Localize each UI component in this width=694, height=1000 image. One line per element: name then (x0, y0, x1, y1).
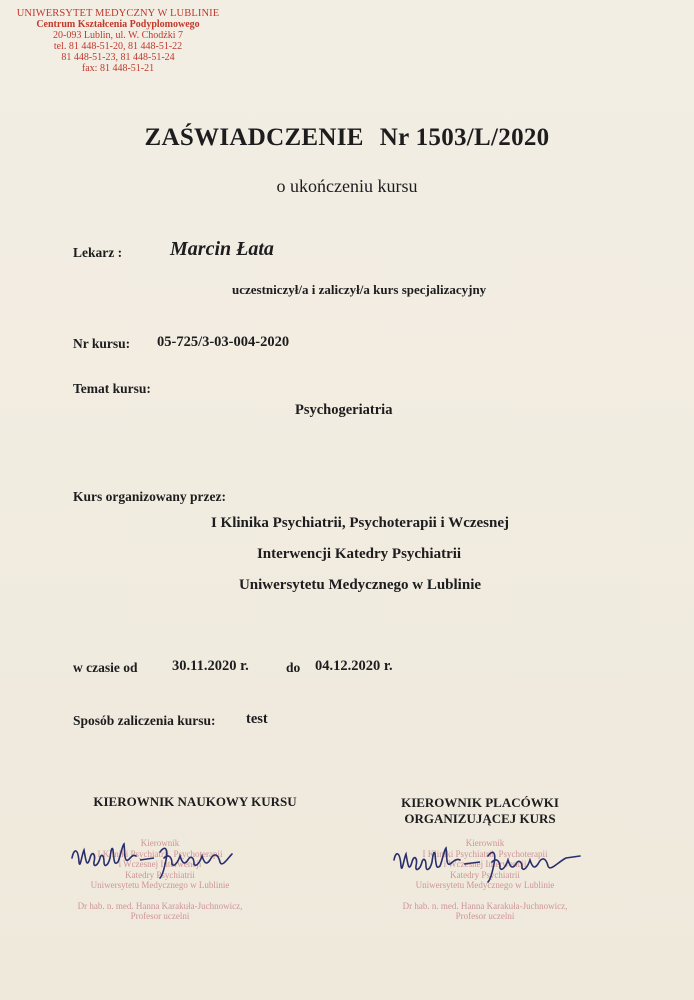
right-stamp-line-2: I Kliniki Psychiatrii, Psychoterapii (422, 848, 548, 859)
course-number-value: 05-725/3-03-004-2020 (157, 334, 290, 350)
left-handwritten-signature (68, 836, 248, 884)
left-stamp-line-3: i Wczesnej Interwencji (118, 859, 202, 869)
organizer-line-1: I Klinika Psychiatrii, Psychoterapii i Wczesnej (210, 515, 510, 531)
right-stamp-line-1: Kierownik (465, 838, 505, 848)
organizer-line-2: Interwencji Katedry Psychiatrii (256, 546, 462, 562)
right-signatory-title-line-2: ORGANIZUJĄCEJ KURS (404, 811, 556, 826)
stamp-line-address: 20-093 Lublin, ul. W. Chodźki 7 (53, 30, 183, 41)
right-handwritten-signature (390, 840, 590, 888)
left-stamp-line-4: Katedry Psychiatrii (125, 869, 195, 880)
right-stamp-line-5: Uniwersytetu Medycznego w Lublinie (415, 880, 555, 890)
right-stamp-line-3: i Wczesnej Interwencji (443, 859, 527, 869)
left-stamp-line-2: I Kliniki Psychiatrii, Psychoterapii (97, 848, 223, 859)
organizer-label: Kurs organizowany przez: (73, 489, 226, 504)
stamp-line-phone-1: tel. 81 448-51-20, 81 448-51-22 (53, 41, 183, 52)
left-stamp-line-1: Kierownik (140, 838, 180, 848)
course-topic-label: Temat kursu: (73, 381, 151, 396)
dates-to-label: do (286, 660, 301, 675)
left-stamp-line-5: Uniwersytetu Medycznego w Lublinie (90, 880, 230, 890)
institution-stamp (8, 8, 228, 74)
date-to: 04.12.2020 r. (315, 658, 393, 674)
left-signatory-title: KIEROWNIK NAUKOWY KURSU (93, 794, 297, 809)
stamp-line-centre: Centrum Kształcenia Podyplomowego (36, 19, 200, 30)
right-stamp-line-4: Katedry Psychiatrii (450, 869, 520, 880)
dates-label: w czasie od (73, 660, 138, 675)
organizer-line-3: Uniwersytetu Medycznego w Lublinie (238, 577, 482, 593)
certificate-number: Nr 1503/L/2020 (379, 124, 550, 151)
certificate-title (0, 124, 694, 152)
doctor-label: Lekarz : (73, 245, 123, 260)
course-topic-value: Psychogeriatria (295, 402, 393, 418)
participation-text: uczestniczył/a i zaliczył/a kurs specjalizacyjny (232, 282, 487, 297)
left-stamp-line-7: Profesor uczelni (130, 911, 190, 921)
doctor-name: Marcin Łata (170, 238, 274, 260)
completion-value: test (246, 711, 268, 727)
left-stamp-line-6: Dr hab. n. med. Hanna Karakuła-Juchnowicz, (77, 900, 243, 911)
stamp-line-university: UNIWERSYTET MEDYCZNY W LUBLINIE (16, 8, 220, 19)
right-stamp-line-7: Profesor uczelni (455, 911, 515, 921)
stamp-line-phone-2: 81 448-51-23, 81 448-51-24 (61, 52, 175, 63)
completion-label: Sposób zaliczenia kursu: (73, 713, 216, 728)
right-signatory-title-line-1: KIEROWNIK PLACÓWKI (401, 795, 559, 810)
date-from: 30.11.2020 r. (172, 658, 249, 674)
course-number-label: Nr kursu: (73, 336, 131, 351)
right-stamp-line-6: Dr hab. n. med. Hanna Karakuła-Juchnowicz, (402, 900, 568, 911)
stamp-line-fax: fax: 81 448-51-21 (81, 63, 155, 74)
certificate-subtitle: o ukończeniu kursu (276, 176, 418, 196)
title-word: ZAŚWIADCZENIE (144, 124, 364, 151)
